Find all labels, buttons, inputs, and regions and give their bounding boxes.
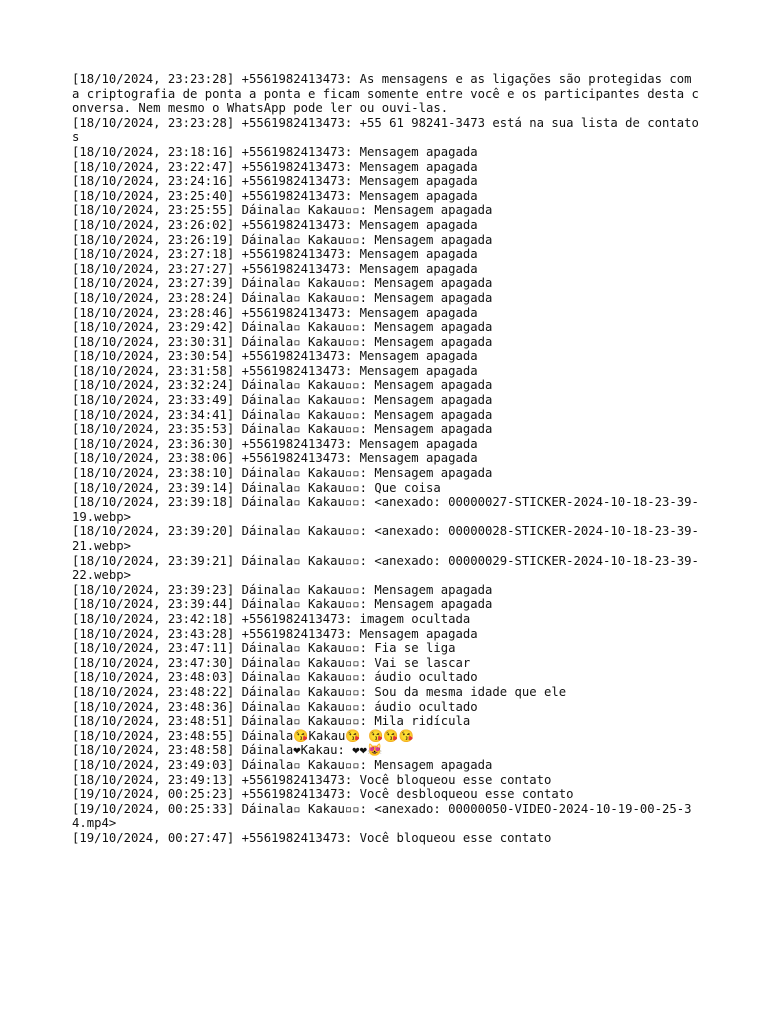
transcript-line: [18/10/2024, 23:38:10] Dáinala▫ Kakau▫▫: Mensagem apagada [72, 466, 493, 481]
transcript-line: [18/10/2024, 23:48:58] Dáinala❤Kakau: ❤❤😻 [72, 743, 383, 758]
transcript-line: [18/10/2024, 23:39:21] Dáinala▫ Kakau▫▫: <anexado: 00000029-STICKER-2024-10-18-23-39-22.webp> [72, 553, 699, 583]
transcript-line: [18/10/2024, 23:29:42] Dáinala▫ Kakau▫▫: Mensagem apagada [72, 320, 493, 335]
transcript-line: [18/10/2024, 23:39:20] Dáinala▫ Kakau▫▫: <anexado: 00000028-STICKER-2024-10-18-23-39-21.webp> [72, 524, 699, 553]
transcript-line: [18/10/2024, 23:26:19] Dáinala▫ Kakau▫▫: Mensagem apagada [72, 232, 493, 247]
chat-transcript [72, 72, 702, 845]
transcript-line: [18/10/2024, 23:23:28] +5561982413473: +55 61 98241-3473 está na sua lista de contatos [72, 115, 699, 145]
transcript-line: [18/10/2024, 23:28:46] +5561982413473: Mensagem apagada [72, 305, 478, 320]
transcript-line: [18/10/2024, 23:36:30] +5561982413473: Mensagem apagada [72, 436, 478, 451]
transcript-line: [18/10/2024, 23:27:18] +5561982413473: Mensagem apagada [72, 247, 478, 262]
transcript-line: [18/10/2024, 23:24:16] +5561982413473: Mensagem apagada [72, 174, 478, 189]
transcript-line: [18/10/2024, 23:49:03] Dáinala▫ Kakau▫▫: Mensagem apagada [72, 757, 493, 772]
transcript-line: [19/10/2024, 00:25:33] Dáinala▫ Kakau▫▫: <anexado: 00000050-VIDEO-2024-10-19-00-25-34.mp4> [72, 801, 692, 831]
transcript-line: [18/10/2024, 23:38:06] +5561982413473: Mensagem apagada [72, 451, 478, 466]
transcript-line: [18/10/2024, 23:23:28] +5561982413473: As mensagens e as ligações são protegidas com a criptografia de ponta a ponta e ficam somente entre você e os participantes desta conversa. Nem mesmo o WhatsApp pode ler ou ouvi-las. [72, 72, 699, 116]
transcript-line: [18/10/2024, 23:27:27] +5561982413473: Mensagem apagada [72, 261, 478, 276]
transcript-line: [18/10/2024, 23:48:51] Dáinala▫ Kakau▫▫: Mila ridícula [72, 714, 471, 729]
transcript-line: [18/10/2024, 23:48:55] Dáinala😘Kakau😘 😘😘😘 [72, 728, 414, 743]
transcript-line: [18/10/2024, 23:48:22] Dáinala▫ Kakau▫▫: Sou da mesma idade que ele [72, 684, 567, 699]
transcript-line: [18/10/2024, 23:32:24] Dáinala▫ Kakau▫▫: Mensagem apagada [72, 378, 493, 393]
transcript-line: [18/10/2024, 23:25:55] Dáinala▫ Kakau▫▫: Mensagem apagada [72, 203, 493, 218]
transcript-line: [18/10/2024, 23:39:44] Dáinala▫ Kakau▫▫: Mensagem apagada [72, 597, 493, 612]
transcript-line: [18/10/2024, 23:34:41] Dáinala▫ Kakau▫▫: Mensagem apagada [72, 407, 493, 422]
transcript-line: [18/10/2024, 23:39:14] Dáinala▫ Kakau▫▫: Que coisa [72, 480, 441, 495]
transcript-line: [18/10/2024, 23:22:47] +5561982413473: Mensagem apagada [72, 159, 478, 174]
transcript-line: [19/10/2024, 00:25:23] +5561982413473: Você desbloqueou esse contato [72, 787, 574, 802]
transcript-line: [18/10/2024, 23:27:39] Dáinala▫ Kakau▫▫: Mensagem apagada [72, 276, 493, 291]
transcript-line: [18/10/2024, 23:25:40] +5561982413473: Mensagem apagada [72, 188, 478, 203]
transcript-line: [18/10/2024, 23:47:30] Dáinala▫ Kakau▫▫: Vai se lascar [72, 655, 471, 670]
transcript-line: [18/10/2024, 23:49:13] +5561982413473: Você bloqueou esse contato [72, 772, 552, 787]
transcript-line: [18/10/2024, 23:30:54] +5561982413473: Mensagem apagada [72, 349, 478, 364]
transcript-line: [18/10/2024, 23:33:49] Dáinala▫ Kakau▫▫: Mensagem apagada [72, 393, 493, 408]
transcript-line: [18/10/2024, 23:43:28] +5561982413473: Mensagem apagada [72, 626, 478, 641]
transcript-line: [18/10/2024, 23:30:31] Dáinala▫ Kakau▫▫: Mensagem apagada [72, 334, 493, 349]
transcript-line: [18/10/2024, 23:48:36] Dáinala▫ Kakau▫▫: áudio ocultado [72, 699, 478, 714]
transcript-line: [18/10/2024, 23:47:11] Dáinala▫ Kakau▫▫: Fia se liga [72, 641, 456, 656]
transcript-line: [18/10/2024, 23:42:18] +5561982413473: imagem ocultada [72, 611, 471, 626]
transcript-line: [18/10/2024, 23:28:24] Dáinala▫ Kakau▫▫: Mensagem apagada [72, 290, 493, 305]
transcript-line: [18/10/2024, 23:39:23] Dáinala▫ Kakau▫▫: Mensagem apagada [72, 582, 493, 597]
transcript-line: [18/10/2024, 23:35:53] Dáinala▫ Kakau▫▫: Mensagem apagada [72, 422, 493, 437]
transcript-line: [18/10/2024, 23:31:58] +5561982413473: Mensagem apagada [72, 363, 478, 378]
transcript-line: [18/10/2024, 23:18:16] +5561982413473: Mensagem apagada [72, 144, 478, 159]
transcript-line: [18/10/2024, 23:39:18] Dáinala▫ Kakau▫▫: <anexado: 00000027-STICKER-2024-10-18-23-39-19.webp> [72, 495, 699, 524]
transcript-line: [18/10/2024, 23:26:02] +5561982413473: Mensagem apagada [72, 217, 478, 232]
transcript-line: [19/10/2024, 00:27:47] +5561982413473: Você bloqueou esse contato [72, 830, 552, 845]
transcript-line: [18/10/2024, 23:48:03] Dáinala▫ Kakau▫▫: áudio ocultado [72, 670, 478, 685]
